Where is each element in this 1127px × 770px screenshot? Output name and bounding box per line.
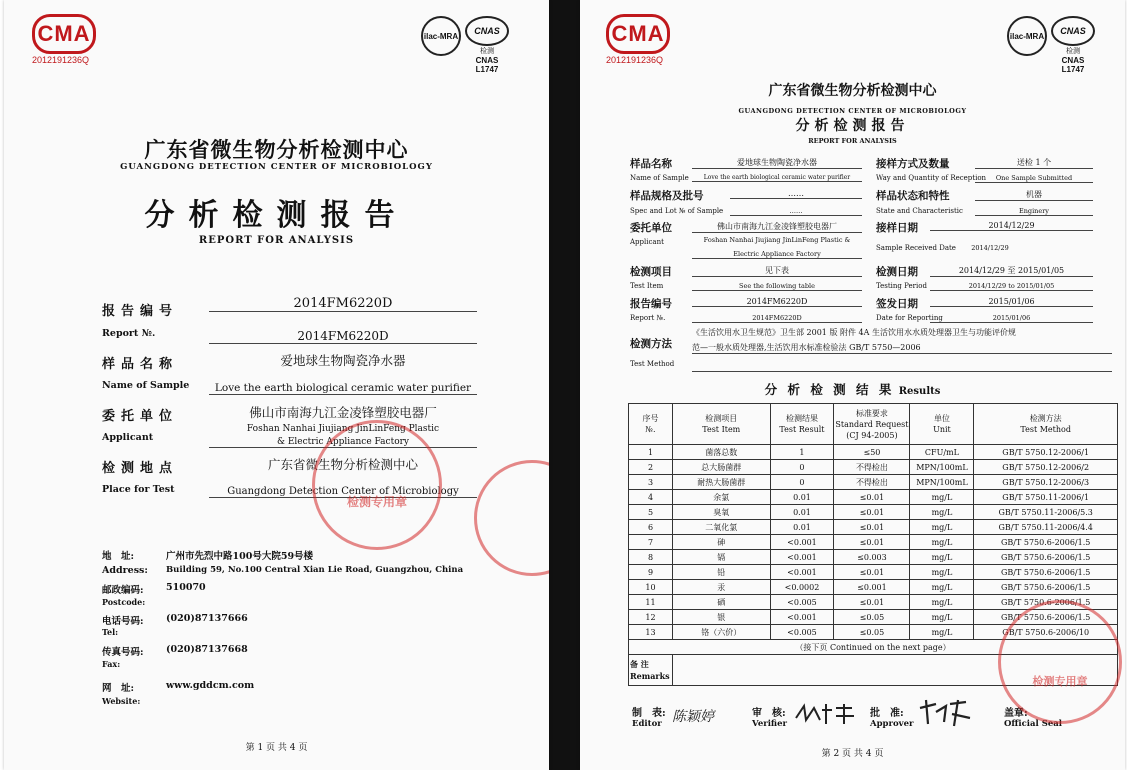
results-col-header-line: 标准要求 [855, 408, 888, 418]
results-title-en: Results [898, 386, 941, 397]
approver-label-en: Approver [870, 719, 914, 729]
results-title-cn: 分 析 检 测 结 果 [764, 382, 895, 397]
report-title-en: REPORT FOR ANALYSIS [198, 235, 355, 246]
results-col-header-line: 检测方法 [1029, 414, 1062, 423]
results-col-header-line: №. [645, 425, 656, 434]
table-cell: <0.0002 [770, 580, 834, 595]
verifier-label-en: Verifier [752, 719, 787, 729]
table-cell: 13 [629, 625, 673, 640]
table-cell: 5 [629, 505, 673, 520]
info-sample-name-en-label: Name of Sample [630, 174, 689, 182]
info-spec-en-value: …… [730, 207, 862, 216]
cnas-logo [465, 16, 509, 74]
remarks-label-cn: 备 注 [630, 659, 649, 669]
cma-mark-2: CMA [606, 14, 670, 54]
table-row [629, 475, 1118, 490]
seal-label-cn: 盖章: [1004, 708, 1028, 719]
table-cell: 11 [629, 595, 673, 610]
info-applicant-en-value-1: Foshan Nanhai Jiujiang JinLinFeng Plastic & [703, 236, 851, 244]
web-value: www.gddcm.com [166, 680, 255, 691]
info-reception-en-label: Way and Quantity of Reception [876, 174, 987, 182]
remarks-label-en: Remarks [630, 671, 670, 681]
table-cell: GB/T 5750.6-2006/1.5 [974, 580, 1118, 595]
info-recv-date-en-value: 2014/12/29 [971, 244, 1009, 252]
info-state-value: 机器 [975, 189, 1093, 201]
info-item-en-label: Test Item [630, 282, 664, 290]
info-sample-name-label: 样品名称 [630, 158, 672, 170]
table-cell: CFU/mL [910, 445, 974, 460]
report-no-value: 2014FM6220D [209, 296, 477, 312]
info-applicant-value: 佛山市南海九江金凌锋塑胶电器厂 [692, 221, 862, 233]
table-cell: 7 [629, 535, 673, 550]
ilac-mra-logo: ilac-MRA [421, 16, 461, 56]
info-report-no-value: 2014FM6220D [692, 297, 862, 307]
postcode-label: 邮政编码: [102, 585, 144, 596]
info-state-label: 样品状态和特性 [876, 190, 950, 202]
table-cell: 0 [770, 475, 834, 490]
results-col-header [974, 404, 1118, 445]
table-cell: 0 [770, 460, 834, 475]
place-value: 广东省微生物分析检测中心 [267, 457, 418, 472]
applicant-en-label: Applicant [102, 432, 154, 443]
table-cell: mg/L [910, 520, 974, 535]
results-col-header [672, 404, 770, 445]
table-row [629, 520, 1118, 535]
table-cell: GB/T 5750.11-2006/4.4 [974, 520, 1118, 535]
approver-label-cn: 批 准: [870, 708, 904, 719]
info-recv-date-en-label: Sample Received Date [876, 244, 956, 252]
results-col-header [629, 404, 673, 445]
fax-en-label: Fax: [102, 659, 121, 669]
table-cell: 6 [629, 520, 673, 535]
table-cell: 8 [629, 550, 673, 565]
results-col-header-line: 单位 [933, 414, 950, 423]
results-col-header-line: Test Method [1020, 425, 1071, 434]
page-footer-2: 第 2 页 共 4 页 [821, 749, 884, 759]
table-cell: 4 [629, 490, 673, 505]
table-cell: 9 [629, 565, 673, 580]
cnas-logo-2 [1051, 16, 1095, 74]
results-col-header-line: 检测结果 [785, 414, 818, 423]
table-cell: mg/L [910, 505, 974, 520]
table-cell: mg/L [910, 595, 974, 610]
info-state-en-value: Enginery [975, 207, 1093, 216]
table-cell: 总大肠菌群 [672, 460, 770, 475]
info-spec-value: …… [730, 189, 862, 199]
info-report-no-label: 报告编号 [630, 298, 672, 310]
table-cell: 砷 [672, 535, 770, 550]
continued-note: （接下页 Continued on the next page） [629, 640, 1118, 655]
table-row [629, 445, 1118, 460]
table-cell: 不得检出 [834, 460, 910, 475]
info-state-en-label: State and Characteristic [876, 207, 963, 215]
info-reception-label: 接样方式及数量 [876, 158, 950, 170]
page-footer-1: 第 1 页 共 4 页 [245, 743, 308, 753]
cnas-mark: CNAS [465, 16, 509, 46]
table-cell: <0.001 [770, 565, 834, 580]
accreditation-logos [421, 16, 509, 74]
table-cell: 1 [629, 445, 673, 460]
place-en-value: Guangdong Detection Center of Microbiology [209, 486, 477, 498]
info-method-label: 检测方法 [630, 338, 672, 350]
table-cell: <0.005 [770, 625, 834, 640]
info-recv-date-value: 2014/12/29 [930, 221, 1093, 231]
sample-value: 爱地球生物陶瓷净水器 [280, 353, 406, 368]
info-item-value: 见下表 [692, 265, 862, 277]
results-col-header-line: Test Item [702, 425, 741, 434]
address-label: 地 址: [102, 551, 135, 562]
table-cell: GB/T 5750.6-2006/1.5 [974, 595, 1118, 610]
table-cell: mg/L [910, 580, 974, 595]
table-cell: 3 [629, 475, 673, 490]
table-cell: 镉 [672, 550, 770, 565]
verifier-label-cn: 审 核: [752, 708, 786, 719]
table-cell: 1 [770, 445, 834, 460]
results-col-header [910, 404, 974, 445]
approver-signature [916, 698, 976, 728]
info-issue-date-label: 签发日期 [876, 298, 918, 310]
tel-value: (020)87137666 [166, 613, 248, 624]
results-title [580, 380, 1125, 398]
page-gap [549, 0, 580, 770]
table-cell: mg/L [910, 565, 974, 580]
editor-signature: 陈颖婷 [672, 709, 714, 725]
address-en-label: Address: [102, 565, 148, 576]
table-cell: ≤0.05 [834, 610, 910, 625]
tel-en-label: Tel: [102, 627, 119, 637]
results-col-header-line: Unit [933, 425, 951, 434]
info-sample-name-en-value: Love the earth biological ceramic water purifier [692, 174, 862, 182]
info-reception-en-value: One Sample Submitted [975, 174, 1093, 183]
info-spec-en-label: Spec and Lot № of Sample [630, 207, 724, 215]
info-sample-name-value: 爱地球生物陶瓷净水器 [692, 157, 862, 169]
table-cell: ≤0.001 [834, 580, 910, 595]
info-method-en-label: Test Method [630, 360, 675, 368]
center-name-en: GUANGDONG DETECTION CENTER OF MICROBIOLOGY [120, 162, 433, 172]
table-cell: GB/T 5750.6-2006/1.5 [974, 550, 1118, 565]
table-cell: <0.005 [770, 595, 834, 610]
sample-label: 样品名称 [102, 357, 179, 372]
table-cell: ≤0.01 [834, 565, 910, 580]
table-cell: GB/T 5750.12-2006/2 [974, 460, 1118, 475]
applicant-label: 委托单位 [102, 409, 179, 424]
applicant-en-value-1: Foshan Nanhai Jiujiang JinLinFeng Plastic [246, 424, 440, 434]
official-stamp-edge [474, 460, 549, 576]
accreditation-logos-2 [1007, 16, 1095, 74]
report-title-en-2: REPORT FOR ANALYSIS [808, 137, 897, 145]
info-recv-date-label: 接样日期 [876, 222, 918, 234]
table-cell: 余氯 [672, 490, 770, 505]
info-applicant-en-label: Applicant [630, 238, 664, 246]
results-header-row [629, 404, 1118, 445]
cma-mark: CMA [32, 14, 96, 54]
info-applicant-en-value-2: Electric Appliance Factory [692, 250, 862, 259]
postcode-value: 510070 [166, 582, 206, 593]
cnas-number-2: CNAS L1747 [1061, 56, 1085, 74]
table-cell: ≤0.01 [834, 520, 910, 535]
verifier-label [752, 704, 787, 729]
table-cell: ≤0.01 [834, 595, 910, 610]
info-test-date-value: 2014/12/29 至 2015/01/05 [930, 265, 1093, 277]
table-cell: 汞 [672, 580, 770, 595]
results-col-header [770, 404, 834, 445]
results-col-header-line: (CJ 94-2005) [846, 430, 898, 440]
table-cell: ≤0.05 [834, 625, 910, 640]
table-cell: <0.001 [770, 610, 834, 625]
results-col-header [834, 404, 910, 445]
table-cell: 0.01 [770, 505, 834, 520]
info-test-date-en-label: Testing Period [876, 282, 927, 290]
tel-label: 电话号码: [102, 616, 144, 627]
editor-label [632, 704, 666, 729]
cnas-mark-2: CNAS [1051, 16, 1095, 46]
table-cell: ≤0.01 [834, 505, 910, 520]
results-col-header-line: Standard Request [835, 419, 909, 429]
table-cell: 菌落总数 [672, 445, 770, 460]
info-method-en-line [692, 370, 1112, 372]
table-row [629, 565, 1118, 580]
table-cell: 0.01 [770, 520, 834, 535]
sample-en-label: Name of Sample [102, 380, 190, 391]
web-label: 网 址: [102, 683, 135, 694]
info-method-value-1: 《生活饮用水卫生规范》卫生部 2001 版 附件 4A 生活饮用水水质处理器卫生与功能评价规 [692, 328, 1016, 337]
table-cell: GB/T 5750.11-2006/1 [974, 490, 1118, 505]
editor-label-en: Editor [632, 719, 662, 729]
place-en-label: Place for Test [102, 484, 175, 495]
table-cell: 耐热大肠菌群 [672, 475, 770, 490]
report-no-en-value: 2014FM6220D [209, 329, 477, 344]
report-no-en-label: Report №. [102, 328, 156, 339]
approver-label [870, 704, 913, 729]
table-cell: <0.001 [770, 550, 834, 565]
address-value: 广州市先烈中路100号大院59号楼 [166, 551, 314, 562]
info-report-no-en-label: Report №. [630, 314, 666, 322]
table-cell: 铅 [672, 565, 770, 580]
center-name-cn-2: 广东省微生物分析检测中心 [768, 83, 937, 99]
verifier-signature [792, 700, 862, 726]
cnas-sub: 检测 [480, 48, 494, 55]
cma-logo-2 [606, 14, 670, 65]
table-cell: mg/L [910, 535, 974, 550]
table-cell: mg/L [910, 625, 974, 640]
info-method-value-2: 范—一般水质处理器,生活饮用水标准检验法 GB/T 5750—2006 [692, 342, 1112, 354]
table-cell: 不得检出 [834, 475, 910, 490]
table-row [629, 580, 1118, 595]
fax-value: (020)87137668 [166, 644, 248, 655]
table-cell: ≤50 [834, 445, 910, 460]
cma-logo [32, 14, 96, 65]
table-row [629, 460, 1118, 475]
table-cell: GB/T 5750.11-2006/5.3 [974, 505, 1118, 520]
report-page-1 [4, 0, 549, 770]
table-cell: mg/L [910, 610, 974, 625]
seal-label-en: Official Seal [1004, 719, 1062, 729]
info-applicant-label: 委托单位 [630, 222, 672, 234]
fax-label: 传真号码: [102, 647, 144, 658]
cma-number: 2012191236Q [32, 55, 90, 65]
web-en-label: Website: [102, 696, 141, 706]
applicant-value: 佛山市南海九江金凌锋塑胶电器厂 [249, 405, 437, 420]
place-label: 检测地点 [102, 461, 179, 476]
info-issue-date-en-value: 2015/01/06 [930, 314, 1093, 323]
sample-en-value: Love the earth biological ceramic water purifier [209, 382, 477, 395]
table-cell: MPN/100mL [910, 460, 974, 475]
table-cell: 10 [629, 580, 673, 595]
table-cell: ≤0.003 [834, 550, 910, 565]
info-issue-date-en-label: Date for Reporting [876, 314, 943, 322]
applicant-en-value-2: & Electric Appliance Factory [209, 437, 477, 448]
report-title-cn-2: 分析检测报告 [795, 118, 910, 134]
table-cell: 银 [672, 610, 770, 625]
report-page-2 [580, 0, 1125, 770]
table-cell: mg/L [910, 550, 974, 565]
center-name-cn: 广东省微生物分析检测中心 [144, 137, 409, 162]
address-en-value: Building 59, No.100 Central Xian Lie Road, Guangzhou, China [166, 565, 464, 575]
info-issue-date-value: 2015/01/06 [930, 297, 1093, 307]
table-row [629, 535, 1118, 550]
postcode-en-label: Postcode: [102, 597, 146, 607]
ilac-mra-logo-2: ilac-MRA [1007, 16, 1047, 56]
stamp-sub-2: 检测专用章 [1032, 675, 1088, 688]
editor-label-cn: 制 表: [632, 708, 666, 719]
table-cell: ≤0.01 [834, 535, 910, 550]
table-row [629, 505, 1118, 520]
results-col-header-line: 序号 [642, 414, 659, 423]
official-stamp-1 [312, 420, 442, 550]
table-row [629, 550, 1118, 565]
table-row [629, 490, 1118, 505]
report-no-label: 报告编号 [102, 304, 179, 319]
table-cell: GB/T 5750.12-2006/3 [974, 475, 1118, 490]
table-cell: 臭氧 [672, 505, 770, 520]
table-cell: mg/L [910, 490, 974, 505]
table-cell: GB/T 5750.6-2006/1.5 [974, 610, 1118, 625]
info-test-date-label: 检测日期 [876, 266, 918, 278]
official-stamp-2 [998, 600, 1122, 724]
info-item-en-value: See the following table [692, 282, 862, 291]
cma-number-2: 2012191236Q [606, 55, 664, 65]
center-name-en-2: GUANGDONG DETECTION CENTER OF MICROBIOLOGY [738, 107, 967, 115]
cnas-sub-2: 检测 [1066, 48, 1080, 55]
table-cell: MPN/100mL [910, 475, 974, 490]
table-cell: GB/T 5750.12-2006/1 [974, 445, 1118, 460]
info-item-label: 检测项目 [630, 266, 672, 278]
table-cell: 铬（六价） [672, 625, 770, 640]
table-cell: 0.01 [770, 490, 834, 505]
table-cell: GB/T 5750.6-2006/10 [974, 625, 1118, 640]
stamp-sub-1: 检测专用章 [346, 495, 407, 509]
table-cell: 二氧化氯 [672, 520, 770, 535]
table-cell: GB/T 5750.6-2006/1.5 [974, 565, 1118, 580]
table-cell: <0.001 [770, 535, 834, 550]
info-reception-value: 送检 1 个 [975, 157, 1093, 169]
cnas-number: CNAS L1747 [475, 56, 499, 74]
report-title-cn: 分析检测报告 [144, 198, 409, 233]
remarks-label [629, 655, 673, 686]
table-cell: 12 [629, 610, 673, 625]
table-cell: 2 [629, 460, 673, 475]
table-cell: GB/T 5750.6-2006/1.5 [974, 535, 1118, 550]
table-cell: ≤0.01 [834, 490, 910, 505]
info-test-date-en-value: 2014/12/29 to 2015/01/05 [930, 282, 1093, 291]
info-report-no-en-value: 2014FM6220D [692, 314, 862, 323]
results-col-header-line: 检测项目 [705, 414, 738, 423]
info-spec-label: 样品规格及批号 [630, 190, 704, 202]
table-cell: 硒 [672, 595, 770, 610]
results-col-header-line: Test Result [779, 425, 825, 434]
